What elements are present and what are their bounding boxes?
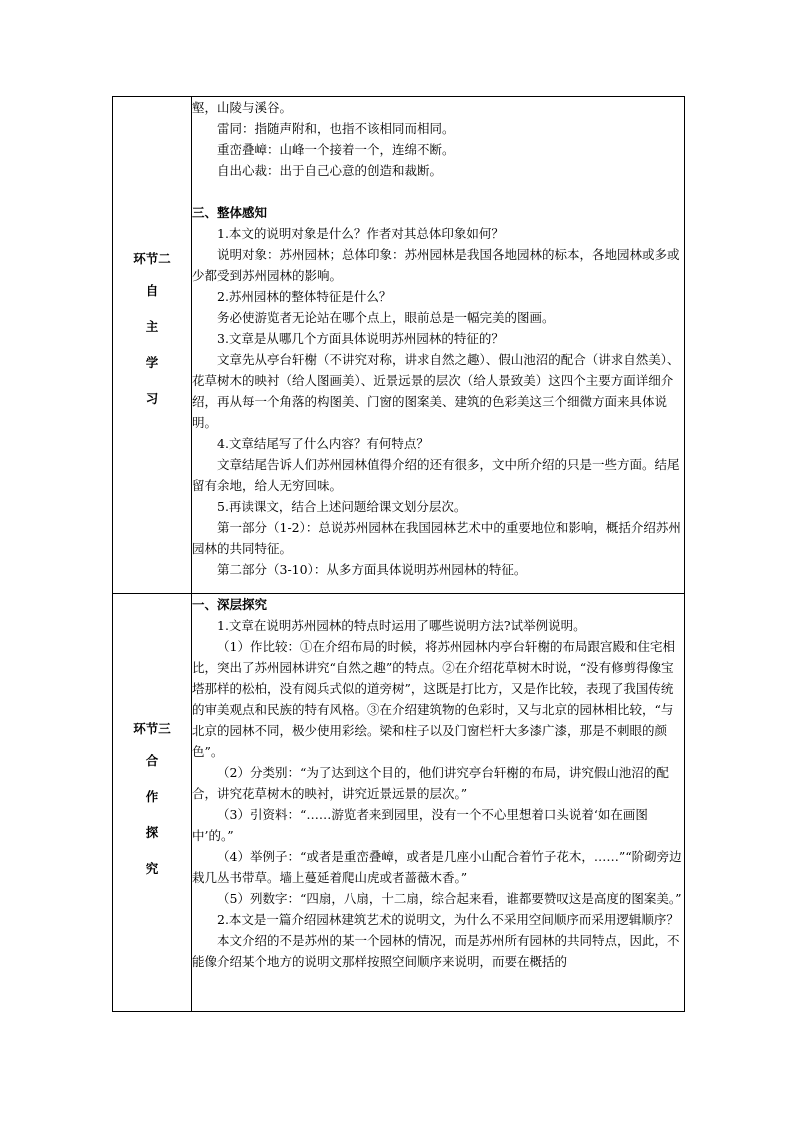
method-2: （2）分类别：“为了达到这个目的，他们讲究亭台轩榭的布局，讲究假山池沼的配合，讲究花草树木的映衬，讲究近景远景的层次。” (192, 765, 669, 801)
section-3-title: 环节三 (133, 720, 171, 736)
section-3-label (113, 719, 191, 877)
answer-1: 说明对象：苏州园林；总体印象：苏州园林是我国各地园林的标本，各地园林或多或少都受到苏州园林的影响。 (192, 247, 680, 283)
answer-4: 文章结尾告诉人们苏州园林值得介绍的还有很多，文中所介绍的只是一些方面。结尾留有余地，给人无穷回味。 (192, 457, 680, 493)
section-3-content (192, 594, 685, 1012)
section-2-label-cell (113, 97, 192, 594)
question-5: 5.再读课文，结合上述问题给课文划分层次。 (217, 499, 467, 514)
method-4: （4）举例子：“或者是重峦叠嶂，或者是几座小山配合着竹子花木，……”“阶砌旁边栽几丛书带草。墙上蔓延着爬山虎或者蔷薇木香。” (192, 849, 682, 885)
section-3-heading: 一、深层探究 (192, 597, 268, 612)
section-2-char-4: 习 (145, 391, 159, 406)
question-1: 1.本文的说明对象是什么？作者对其总体印象如何？ (217, 226, 504, 241)
question-1: 1.文章在说明苏州园林的特点时运用了哪些说明方法?试举例说明。 (217, 618, 586, 633)
answer-3: 文章先从亭台轩榭（不讲究对称，讲求自然之趣）、假山池沼的配合（讲求自然美）、花草树木的映衬（给人图画美）、近景远景的层次（给人景致美）这四个主要方面详细介绍，再从每一个角落的构图美、门窗的图案美、建筑的色彩美这三个细微方面来具体说明。 (192, 352, 680, 430)
section-2-title: 环节二 (133, 251, 171, 266)
section-2-char-1: 自 (145, 283, 159, 298)
section-3-label-cell (113, 594, 192, 1012)
section-2-heading: 三、整体感知 (192, 205, 268, 220)
lesson-table (112, 96, 685, 1012)
question-2: 2.苏州园林的整体特征是什么？ (217, 289, 392, 304)
question-4: 4.文章结尾写了什么内容？有何特点？ (217, 436, 429, 451)
section-2-label (113, 249, 191, 407)
section-3-char-3: 探 (145, 824, 159, 840)
section-2-char-3: 学 (145, 355, 159, 370)
section-2-char-2: 主 (145, 319, 159, 334)
text-line: 重峦叠嶂：山峰一个接着一个，连绵不断。 (217, 142, 455, 157)
answer-2: 务必使游览者无论站在哪个点上，眼前总是一幅完美的图画。 (217, 310, 555, 325)
blank-line (192, 181, 684, 202)
section-3-char-1: 合 (145, 752, 159, 768)
question-2: 2.本文是一篇介绍园林建筑艺术的说明文，为什么不采用空间顺序而采用逻辑顺序？ (217, 912, 679, 927)
method-5: （5）列数字：“四扇，八扇，十二扇，综合起来看，谁都要赞叹这是高度的图案美。” (217, 891, 682, 906)
section-3-char-2: 作 (145, 788, 159, 804)
part-1: 第一部分（1-2）：总说苏州园林在我国园林艺术中的重要地位和影响，概括介绍苏州园林的共同特征。 (192, 520, 681, 556)
text-line: 雷同：指随声附和，也指不该相同而相同。 (217, 121, 455, 136)
part-2: 第二部分（3-10）：从多方面具体说明苏州园林的特征。 (217, 562, 527, 577)
method-3: （3）引资料：“……游览者来到园里，没有一个不心里想着口头说着‘如在画图中’的。” (192, 807, 648, 843)
section-2-row (113, 97, 685, 594)
answer-2: 本文介绍的不是苏州的某一个园林的情况，而是苏州所有园林的共同特点，因此，不能像介绍某个地方的说明文那样按照空间顺序来说明，而要在概括的 (192, 933, 680, 969)
method-1: （1）作比较：①在介绍布局的时候，将苏州园林内亭台轩榭的布局跟宫殿和住宅相比，突出了苏州园林讲究“自然之趣”的特点。②在介绍花草树木时说，“没有修剪得像宝塔那样的松柏，没有阅兵式似的道旁树”，这既是打比方，又是作比较，表现了我国传统的审美观点和民族的特有风格。③在介绍建筑物的色彩时，又与北京的园林相比较，“与北京的园林不同，极少使用彩绘。梁和柱子以及门窗栏杆大多漆广漆，那是不刺眼的颜色”。 (192, 639, 675, 759)
section-3-char-4: 究 (145, 860, 159, 876)
text-line: 壑，山陵与溪谷。 (192, 100, 293, 115)
question-3: 3.文章是从哪几个方面具体说明苏州园林的特征的？ (217, 331, 504, 346)
text-line: 自出心裁：出于自己心意的创造和裁断。 (217, 163, 443, 178)
section-2-content (192, 97, 685, 594)
section-3-row (113, 594, 685, 1012)
